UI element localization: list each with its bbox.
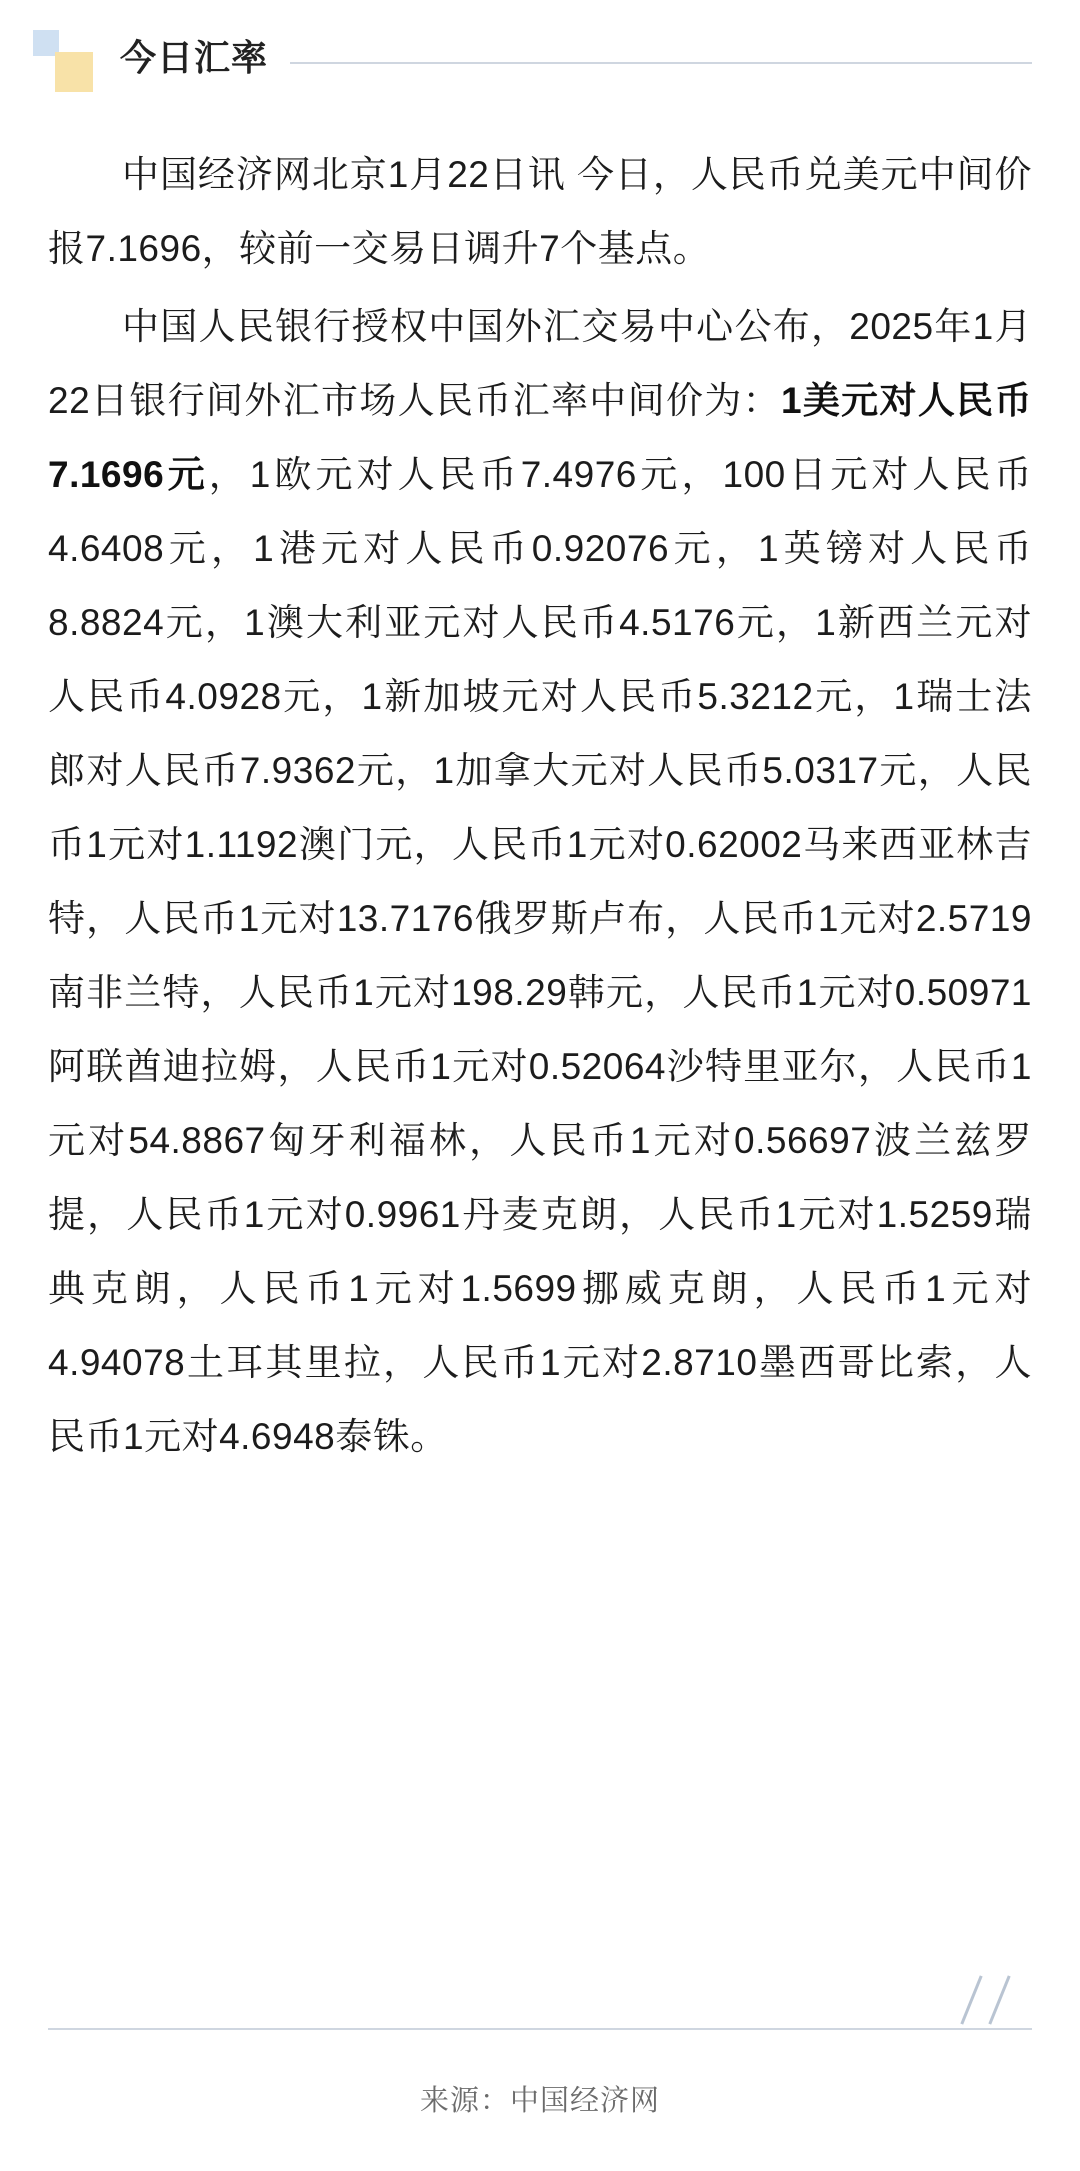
yellow-square-icon [55,52,93,92]
rates-rest-text: ，1欧元对人民币7.4976元，100日元对人民币4.6408元，1港元对人民币0.92076元，1英镑对人民币8.8824元，1澳大利亚元对人民币4.5176元，1新西兰元对人民币4.0928元，1新加坡元对人民币5.3212元，1瑞士法郎对人民币7.9362元，1加拿大元对人民币5.0317元，人民币1元对1.1192澳门元，人民币1元对0.62002马来西亚林吉特，人民币1元对13.7176俄罗斯卢布，人民币1元对2.5719南非兰特，人民币1元对198.29韩元，人民币1元对0.50971阿联酋迪拉姆，人民币1元对0.52064沙特里亚尔，人民币1元对54.8867匈牙利福林，人民币1元对0.56697波兰兹罗提，人民币1元对0.9961丹麦克朗，人民币1元对1.5259瑞典克朗，人民币1元对1.5699挪威克朗，人民币1元对4.94078土耳其里拉，人民币1元对2.8710墨西哥比索，人民币1元对4.6948泰铢。 [48,454,1032,1457]
rates-lead-text: 中国人民银行授权中国外汇交易中心公布，2025年1月22日银行间外汇市场人民币汇率中间价为： [48,306,1032,421]
footer-decoration-icon [950,1974,1020,2028]
slash-line-2-icon [988,1975,1010,2024]
rates-highlight-usd: 1美元对人民币7.1696元 [48,380,1032,495]
page-header [0,0,1080,118]
header-decoration [33,30,93,92]
slash-line-1-icon [960,1975,982,2024]
paragraph-rates [48,290,1032,1474]
page-footer [0,1966,1080,2171]
source-label: 来源：中国经济网 [419,2085,660,2117]
footer-divider [48,2028,1032,2030]
page-title: 今日汇率 [120,37,269,78]
paragraph-lede: 中国经济网北京1月22日讯 今日，人民币兑美元中间价报7.1696，较前一交易日调升7个基点。 [48,154,1032,269]
header-divider [290,62,1032,64]
article-body [0,118,1080,1966]
